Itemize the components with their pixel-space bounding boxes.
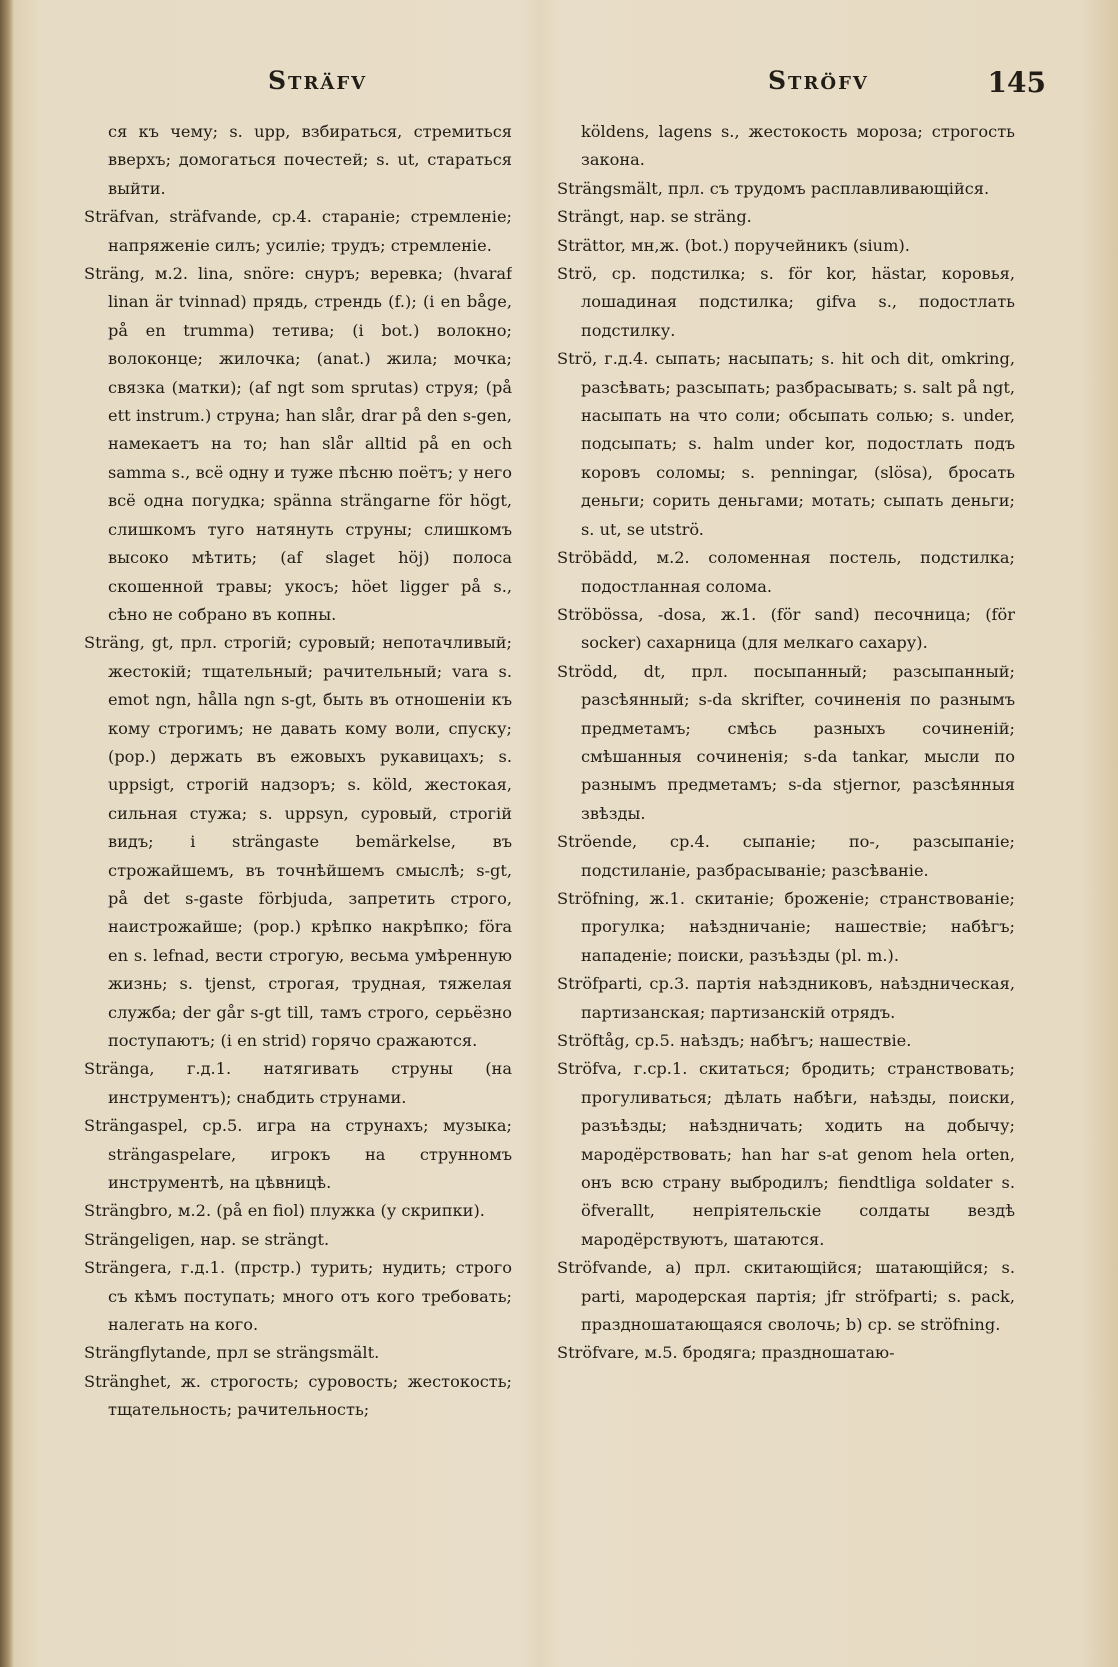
dictionary-entry: Strängera, г.д.1. (прстр.) турить; нудить; строго съ кѣмъ поступать; много отъ кого требовать; налегать на кого. <box>84 1258 512 1335</box>
dictionary-entry: Ströfva, г.ср.1. скитаться; бродить; странствовать; прогуливаться; дѣлать набѣги, наѣзды, поиски, разъѣзды; наѣздничать; ходить на добычу; мародёрствовать; han har s-at genom hela orten, онъ всю страну выбродилъ; fiendtliga soldater s. öfverallt, непріятельскіе солдаты вездѣ мародёрствуютъ, шатаются. <box>557 1059 1015 1249</box>
dictionary-entry: Ströbädd, м.2. соломенная постель, подстилка; подостланная солома. <box>557 548 1015 596</box>
dictionary-entry: Strö, г.д.4. сыпать; насыпать; s. hit och dit, omkring, разсѣвать; разсыпать; разбрасывать; s. salt på ngt, насыпать на что соли; обсыпать солью; s. under, подсыпать; s. halm under kor, подостлать подъ коровъ соломы; s. penningar, (slösa), бросать деньги; сорить деньгами; мотать; сыпать деньги; s. ut, se utströ. <box>557 349 1015 539</box>
dictionary-entry: ся къ чему; s. upp, взбираться, стремиться вверхъ; домогаться почестей; s. ut, стараться выйти. <box>108 122 512 198</box>
dictionary-entry: Stränga, г.д.1. натягивать струны (на инструментъ); снабдить струнами. <box>84 1059 512 1107</box>
dictionary-entry: Ströfvare, м.5. бродяга; праздношатаю- <box>557 1343 895 1363</box>
dictionary-entry: Strängsmält, прл. съ трудомъ расплавливающійся. <box>557 178 990 198</box>
right-running-head: Ströfv <box>768 66 869 95</box>
dictionary-entry: Ströfning, ж.1. скитаніе; броженіе; странствованіе; прогулка; наѣздничаніе; нашествіе; набѣгъ; нападеніе; поиски, разъѣзды (pl. m.). <box>557 888 1015 965</box>
dictionary-entry: Sträfvan, sträfvande, ср.4. стараніе; стремленіе; напряженіе силъ; усиліе; трудъ; стремленіе. <box>84 207 512 255</box>
dictionary-entry: köldens, lagens s., жестокость мороза; строгость закона. <box>581 122 1015 170</box>
dictionary-entry: Ströbössa, -dosa, ж.1. (för sand) песочница; (för socker) сахарница (для мелкаго сахару). <box>557 604 1015 653</box>
dictionary-entry: Strängt, нар. se sträng. <box>557 207 752 227</box>
dictionary-entry: Strö, ср. подстилка; s. för kor, hästar, коровья, лошадиная подстилка; gifva s., подостлать подстилку. <box>557 264 1015 340</box>
dictionary-entry: Strängaspel, ср.5. игра на струнахъ; музыка; strängaspelare, игрокъ на струнномъ инструментѣ, на цѣвницѣ. <box>84 1116 512 1193</box>
dictionary-entry: Ströfvande, a) прл. скитающійся; шатающійся; s. parti, мародерская партія; jfr ströfparti; s. pack, праздношатающаяся сволочь; b) ср. se ströfning. <box>557 1258 1015 1335</box>
right-column <box>557 118 1015 1648</box>
dictionary-entry: Sträng, gt, прл. строгій; суровый; непотачливый; жестокій; тщательный; рачительный; vara s. emot ngn, hålla ngn s-gt, быть въ отношеніи къ кому строгимъ; не давать кому воли, спуску; (рор.) держать въ ежовыхъ рукавицахъ; s. uppsigt, строгій надзоръ; s. köld, жестокая, сильная стужа; s. uppsyn, суровый, строгій видъ; i strängaste bemärkelse, въ строжайшемъ, въ точнѣйшемъ смыслѣ; s-gt, på det s-gaste förbjuda, запретить строго, наистрожайше; (рор.) крѣпко накрѣпко; föra en s. lefnad, вести строгую, весьма умѣренную жизнь; s. tjenst, строгая, трудная, тяжелая служба; der går s-gt till, тамъ строго, серьёзно поступаютъ; (i en strid) горячо сражаются. <box>84 633 512 1050</box>
dictionary-entry: Strättor, мн,ж. (bot.) поручейникъ (sium). <box>557 235 910 255</box>
dictionary-entry: Strängeligen, нар. se strängt. <box>84 1229 330 1249</box>
page-number: 145 <box>987 66 1046 99</box>
left-column <box>84 118 512 1648</box>
dictionary-entry: Stränghet, ж. строгость; суровость; жестокость; тщательность; рачительность; <box>84 1371 512 1420</box>
left-running-head: Sträfv <box>268 66 368 95</box>
dictionary-entry: Ströende, ср.4. сыпаніе; по-, разсыпаніе; подстиланіе, разбрасываніе; разсѣваніе. <box>557 832 1015 880</box>
dictionary-entry: Sträng, м.2. lina, snöre: снуръ; веревка; (hvaraf linan är tvinnad) прядь, стрендь (f.); (i en båge, på en trumma) тетива; (i bot.) волокно; волоконце; жилочка; (anat.) жила; мочка; связка (матки); (af ngt som sprutas) струя; (på ett instrum.) струна; han slår, drar på den s-gen, намекаетъ на то; han slår alltid på en och samma s., всё одну и туже пѣсню поётъ; у него всё одна погудка; spänna strängarne för högt, слишкомъ туго натянуть струны; слишкомъ высоко мѣтить; (af slaget höj) полоса скошенной травы; укосъ; höet ligger på s., сѣно не собрано въ копны. <box>84 264 512 624</box>
page-header <box>0 66 1118 106</box>
dictionary-entry: Strängbro, м.2. (på en fiol) плужка (у скрипки). <box>84 1201 485 1221</box>
dictionary-entry: Ströfparti, ср.3. партія наѣздниковъ, наѣздническая, партизанская; партизанскій отрядъ. <box>557 974 1015 1022</box>
page-binding-edge <box>0 0 14 1667</box>
dictionary-entry: Strängflytande, прл se strängsmält. <box>84 1343 380 1363</box>
dictionary-entry: Strödd, dt, прл. посыпанный; разсыпанный; разсѣянный; s-da skrifter, сочиненія по разнымъ предметамъ; смѣсь разныхъ сочиненій; смѣшанныя сочиненія; s-da tankar, мысли по разнымъ предметамъ; s-da stjernor, разсѣянныя звѣзды. <box>557 661 1015 823</box>
dictionary-entry: Ströftåg, ср.5. наѣздъ; набѣгъ; нашествіе. <box>557 1031 912 1050</box>
